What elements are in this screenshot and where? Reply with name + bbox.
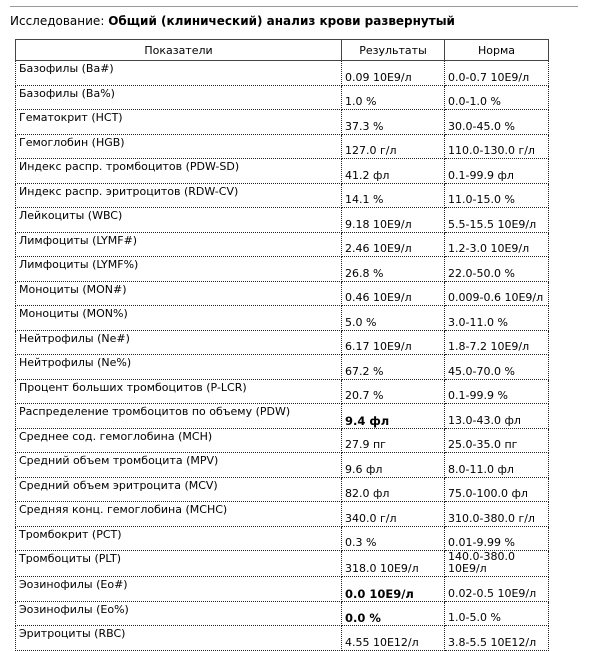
parameter-name: Нейтрофилы (Ne#) [16, 330, 342, 355]
result-value: 127.0 г/л [342, 134, 445, 159]
table-row [16, 379, 549, 404]
norm-range: 0.02-0.5 10E9/л [445, 577, 549, 602]
top-divider [10, 6, 578, 7]
norm-range: 3.0-11.0 % [445, 306, 549, 331]
norm-range: 310.0-380.0 г/л [445, 502, 549, 527]
table-row [16, 601, 549, 626]
table-row [16, 281, 549, 306]
norm-range: 3.8-5.5 10E12/л [445, 626, 549, 651]
norm-range: 0.0-0.7 10E9/л [445, 61, 549, 86]
parameter-name: Тромбокрит (PCT) [16, 526, 342, 551]
norm-range: 1.8-7.2 10E9/л [445, 330, 549, 355]
parameter-name: Эритроциты (RBC) [16, 626, 342, 651]
result-value: 0.0 % [342, 601, 445, 626]
parameter-name: Лимфоциты (LYMF%) [16, 257, 342, 282]
parameter-name: Лимфоциты (LYMF#) [16, 232, 342, 257]
result-value: 5.0 % [342, 306, 445, 331]
result-value: 318.0 10E9/л [342, 551, 445, 577]
result-value: 0.0 10E9/л [342, 577, 445, 602]
result-value: 37.3 % [342, 110, 445, 135]
norm-range: 13.0-43.0 фл [445, 404, 549, 429]
result-value: 1.0 % [342, 85, 445, 110]
table-row [16, 257, 549, 282]
table-row [16, 428, 549, 453]
table-header-row [16, 40, 549, 61]
result-value: 9.4 фл [342, 404, 445, 429]
table-row [16, 502, 549, 527]
parameter-name: Средняя конц. гемоглобина (MCHC) [16, 502, 342, 527]
parameter-name: Распределение тромбоцитов по объему (PDW) [16, 404, 342, 429]
result-value: 27.9 пг [342, 428, 445, 453]
table-row [16, 626, 549, 651]
table-row [16, 208, 549, 233]
parameter-name: Процент больших тромбоцитов (P-LCR) [16, 379, 342, 404]
study-label: Исследование: [10, 14, 105, 28]
table-row [16, 183, 549, 208]
norm-range: 11.0-15.0 % [445, 183, 549, 208]
table-row [16, 85, 549, 110]
parameter-name: Гемоглобин (HGB) [16, 134, 342, 159]
table-row [16, 232, 549, 257]
table-row [16, 306, 549, 331]
results-table [15, 39, 549, 651]
parameter-name: Моноциты (MON%) [16, 306, 342, 331]
table-row [16, 477, 549, 502]
table-row [16, 551, 549, 577]
study-heading [10, 14, 455, 28]
result-value: 2.46 10E9/л [342, 232, 445, 257]
parameter-name: Тромбоциты (PLT) [16, 551, 342, 577]
norm-range: 25.0-35.0 пг [445, 428, 549, 453]
norm-range: 0.1-99.9 % [445, 379, 549, 404]
norm-range: 0.0-1.0 % [445, 85, 549, 110]
parameter-name: Гематокрит (HCT) [16, 110, 342, 135]
parameter-name: Моноциты (MON#) [16, 281, 342, 306]
table-row [16, 61, 549, 86]
result-value: 4.55 10E12/л [342, 626, 445, 651]
norm-range: 30.0-45.0 % [445, 110, 549, 135]
result-value: 41.2 фл [342, 159, 445, 184]
study-title: Общий (клинический) анализ крови развернутый [108, 14, 455, 28]
table-row [16, 526, 549, 551]
parameter-name: Средний объем тромбоцита (MPV) [16, 453, 342, 478]
norm-range: 0.009-0.6 10E9/л [445, 281, 549, 306]
norm-range: 1.2-3.0 10E9/л [445, 232, 549, 257]
result-value: 82.0 фл [342, 477, 445, 502]
result-value: 0.09 10E9/л [342, 61, 445, 86]
result-value: 14.1 % [342, 183, 445, 208]
parameter-name: Нейтрофилы (Ne%) [16, 355, 342, 380]
norm-range: 0.01-9.99 % [445, 526, 549, 551]
column-header-norm: Норма [445, 40, 549, 61]
result-value: 9.18 10E9/л [342, 208, 445, 233]
result-value: 0.3 % [342, 526, 445, 551]
parameter-name: Базофилы (Ba#) [16, 61, 342, 86]
parameter-name: Базофилы (Ba%) [16, 85, 342, 110]
column-header-parameter: Показатели [16, 40, 342, 61]
result-value: 340.0 г/л [342, 502, 445, 527]
result-value: 9.6 фл [342, 453, 445, 478]
parameter-name: Эозинофилы (Eo%) [16, 601, 342, 626]
norm-range: 5.5-15.5 10E9/л [445, 208, 549, 233]
parameter-name: Лейкоциты (WBC) [16, 208, 342, 233]
parameter-name: Индекс распр. тромбоцитов (PDW-SD) [16, 159, 342, 184]
parameter-name: Средний объем эритроцита (MCV) [16, 477, 342, 502]
table-row [16, 453, 549, 478]
norm-range: 22.0-50.0 % [445, 257, 549, 282]
table-row [16, 330, 549, 355]
result-value: 0.46 10E9/л [342, 281, 445, 306]
parameter-name: Эозинофилы (Eo#) [16, 577, 342, 602]
table-row [16, 404, 549, 429]
table-row [16, 134, 549, 159]
norm-range: 140.0-380.0 10E9/л [445, 551, 549, 577]
norm-range: 45.0-70.0 % [445, 355, 549, 380]
table-row [16, 355, 549, 380]
result-value: 20.7 % [342, 379, 445, 404]
norm-range: 0.1-99.9 фл [445, 159, 549, 184]
norm-range: 110.0-130.0 г/л [445, 134, 549, 159]
norm-range: 1.0-5.0 % [445, 601, 549, 626]
norm-range: 8.0-11.0 фл [445, 453, 549, 478]
result-value: 6.17 10E9/л [342, 330, 445, 355]
parameter-name: Индекс распр. эритроцитов (RDW-CV) [16, 183, 342, 208]
result-value: 26.8 % [342, 257, 445, 282]
table-row [16, 577, 549, 602]
table-row [16, 110, 549, 135]
column-header-result: Результаты [342, 40, 445, 61]
result-value: 67.2 % [342, 355, 445, 380]
parameter-name: Среднее сод. гемоглобина (MCH) [16, 428, 342, 453]
table-row [16, 159, 549, 184]
norm-range: 75.0-100.0 фл [445, 477, 549, 502]
